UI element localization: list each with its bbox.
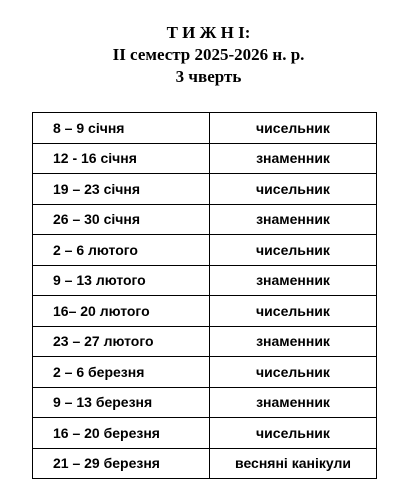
- week-type-cell: чисельник: [210, 418, 377, 449]
- week-type-cell: знаменник: [210, 204, 377, 235]
- date-range-cell: 9 – 13 лютого: [33, 265, 210, 296]
- header-quarter: 3 чверть: [175, 67, 242, 86]
- date-range-cell: 12 - 16 січня: [33, 143, 210, 174]
- table-row: [33, 265, 377, 296]
- table-row: [33, 326, 377, 357]
- header-title: Т И Ж Н І:: [166, 23, 251, 42]
- week-type-cell: весняні канікули: [210, 448, 377, 479]
- date-range-cell: 19 – 23 січня: [33, 174, 210, 205]
- date-range-cell: 8 – 9 січня: [33, 113, 210, 144]
- week-type-cell: знаменник: [210, 387, 377, 418]
- document-header: [0, 22, 417, 88]
- weeks-table-body: [33, 113, 377, 479]
- week-type-cell: чисельник: [210, 296, 377, 327]
- header-semester: ІІ семестр 2025-2026 н. р.: [112, 45, 305, 64]
- table-row: [33, 418, 377, 449]
- date-range-cell: 21 – 29 березня: [33, 448, 210, 479]
- table-row: [33, 143, 377, 174]
- week-type-cell: знаменник: [210, 326, 377, 357]
- table-row: [33, 387, 377, 418]
- date-range-cell: 23 – 27 лютого: [33, 326, 210, 357]
- week-type-cell: чисельник: [210, 357, 377, 388]
- week-type-cell: знаменник: [210, 143, 377, 174]
- date-range-cell: 16– 20 лютого: [33, 296, 210, 327]
- date-range-cell: 26 – 30 січня: [33, 204, 210, 235]
- date-range-cell: 2 – 6 березня: [33, 357, 210, 388]
- table-row: [33, 204, 377, 235]
- week-type-cell: чисельник: [210, 235, 377, 266]
- table-row: [33, 113, 377, 144]
- date-range-cell: 16 – 20 березня: [33, 418, 210, 449]
- week-type-cell: знаменник: [210, 265, 377, 296]
- date-range-cell: 9 – 13 березня: [33, 387, 210, 418]
- table-row: [33, 296, 377, 327]
- table-row: [33, 235, 377, 266]
- week-type-cell: чисельник: [210, 174, 377, 205]
- week-type-cell: чисельник: [210, 113, 377, 144]
- weeks-table: [32, 112, 377, 479]
- table-row: [33, 174, 377, 205]
- table-row: [33, 357, 377, 388]
- table-row: [33, 448, 377, 479]
- date-range-cell: 2 – 6 лютого: [33, 235, 210, 266]
